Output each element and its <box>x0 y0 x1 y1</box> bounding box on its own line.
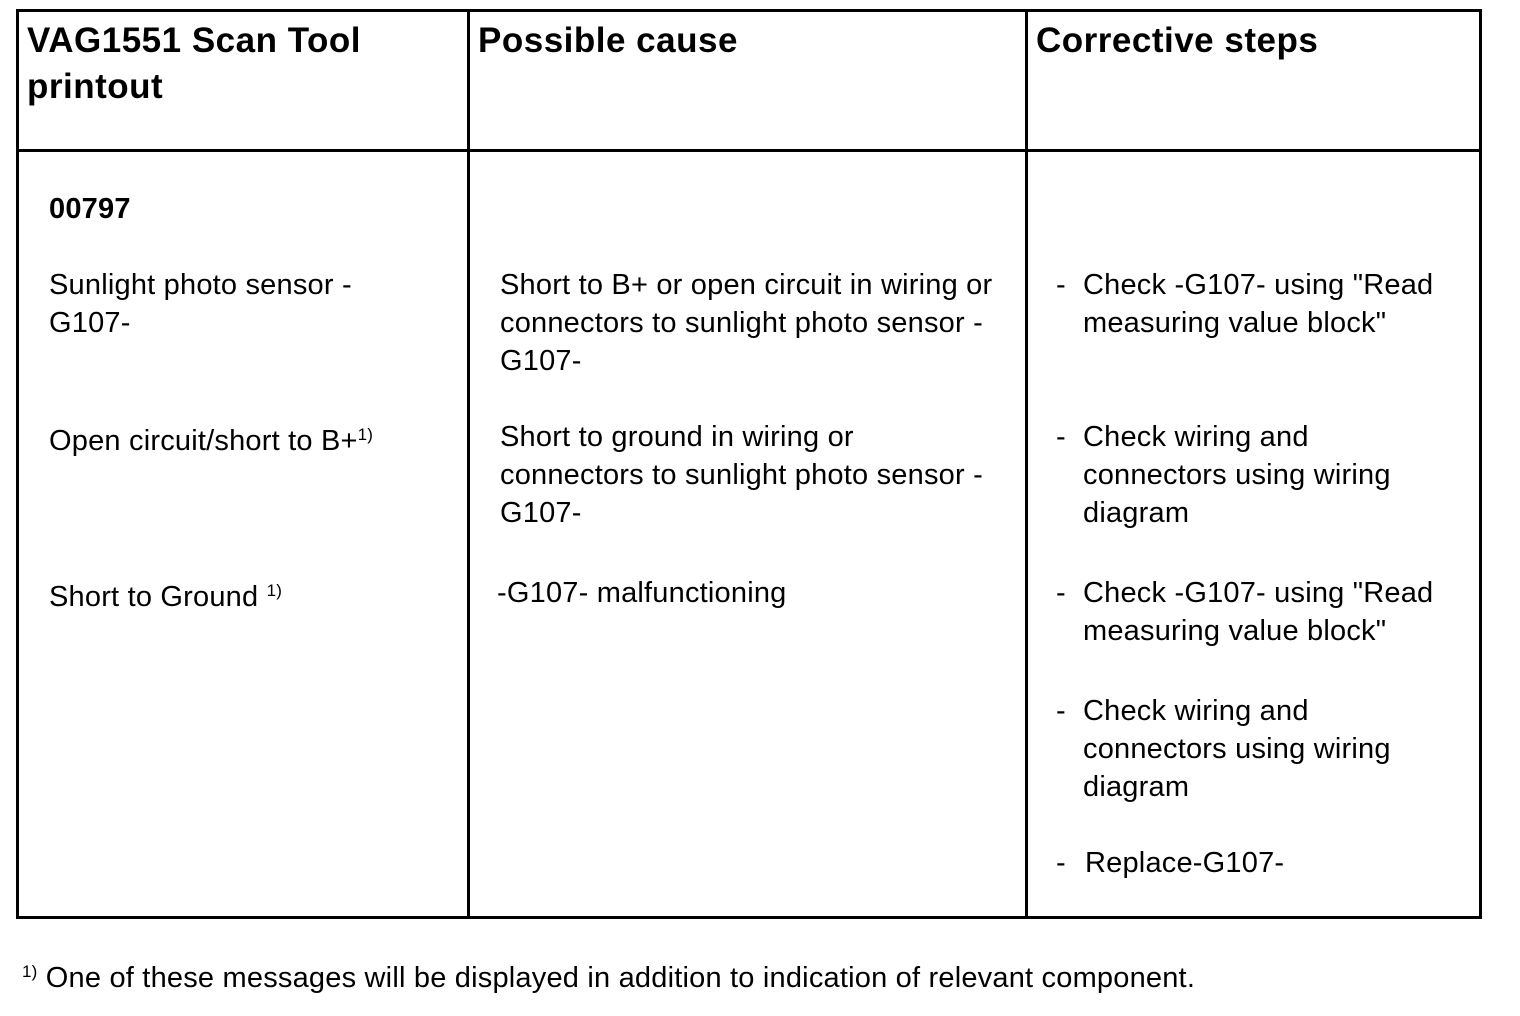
header-divider <box>19 149 1479 152</box>
cause-malfunctioning: -G107- malfunctioning <box>497 577 787 609</box>
bullet-dash: - <box>1056 577 1066 609</box>
bullet-dash: - <box>1056 269 1066 301</box>
printout-short-to-ground <box>49 578 282 616</box>
bullet-dash: - <box>1056 847 1066 879</box>
printout-open-circuit <box>49 422 373 460</box>
header-scan-tool-printout: VAG1551 Scan Tool printout <box>27 21 361 106</box>
cause-short-to-ground: Short to ground in wiring or connectors to sunlight photo sensor -G107- <box>500 421 983 529</box>
printout-short-to-ground-text: Short to Ground <box>49 581 259 613</box>
fault-code: 00797 <box>49 193 131 225</box>
footnote-marker: 1) <box>22 962 38 981</box>
printout-sensor-name: Sunlight photo sensor -G107- <box>49 269 352 339</box>
header-corrective-steps: Corrective steps <box>1036 21 1319 60</box>
step-check-wiring: Check wiring and connectors using wiring diagram <box>1083 421 1391 529</box>
step-replace-g107: Replace-G107- <box>1085 847 1285 879</box>
header-possible-cause: Possible cause <box>478 21 738 60</box>
step-check-g107-mvb-2: Check -G107- using "Read measuring value block" <box>1083 577 1434 647</box>
step-check-g107-mvb: Check -G107- using "Read measuring value block" <box>1083 269 1434 339</box>
bullet-dash: - <box>1056 421 1066 453</box>
printout-open-circuit-text: Open circuit/short to B+ <box>49 425 358 457</box>
step-check-wiring-2: Check wiring and connectors using wiring diagram <box>1083 695 1391 803</box>
cause-short-to-b-plus: Short to B+ or open circuit in wiring or connectors to sunlight photo sensor -G107- <box>500 269 993 377</box>
bullet-dash: - <box>1056 695 1066 727</box>
footnote-text: One of these messages will be displayed in addition to indication of relevant component. <box>45 962 1196 994</box>
footnote <box>22 958 1195 998</box>
column-divider <box>467 12 470 916</box>
column-divider <box>1025 12 1028 916</box>
footnote-ref: 1) <box>357 425 374 444</box>
fault-table <box>16 9 1482 919</box>
footnote-ref: 1) <box>266 581 283 600</box>
